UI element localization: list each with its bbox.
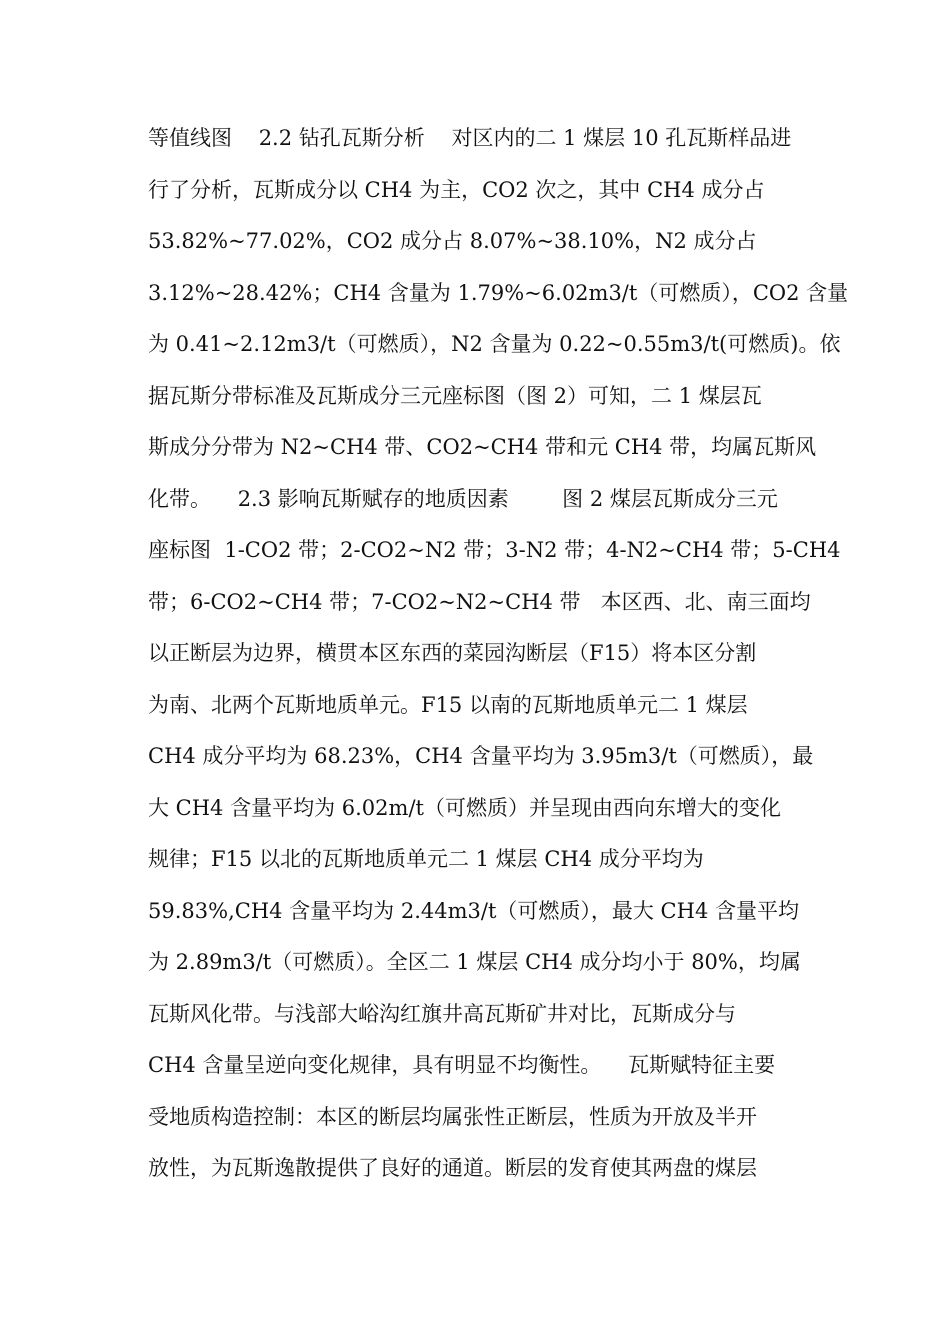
text-line-20: 受地质构造控制：本区的断层均属张性正断层，性质为开放及半开 [148, 1104, 757, 1129]
text-line-10: 带；6-CO2~CH4 带；7-CO2~N2~CH4 带 本区西、北、南三面均 [148, 589, 811, 614]
text-line-18: 瓦斯风化带。与浅部大峪沟红旗井高瓦斯矿井对比，瓦斯成分与 [148, 1001, 736, 1026]
text-line-7: 斯成分分带为 N2~CH4 带、CO2~CH4 带和元 CH4 带，均属瓦斯风 [148, 435, 817, 459]
text-line-13: CH4 成分平均为 68.23%，CH4 含量平均为 3.95m3/t（可燃质），最 [148, 744, 814, 768]
text-line-6: 据瓦斯分带标准及瓦斯成分三元座标图（图 2）可知，二 1 煤层瓦 [148, 383, 762, 408]
text-line-17: 为 2.89m3/t（可燃质）。全区二 1 煤层 CH4 成分均小于 80%，均属 [148, 950, 801, 974]
text-line-15: 规律；F15 以北的瓦斯地质单元二 1 煤层 CH4 成分平均为 [148, 847, 704, 871]
text-line-9: 座标图 1-CO2 带；2-CO2~N2 带；3-N2 带；4-N2~CH4 带；5-CH4 [148, 538, 841, 562]
text-line-12: 为南、北两个瓦斯地质单元。F15 以南的瓦斯地质单元二 1 煤层 [148, 692, 748, 717]
text-line-4: 3.12%~28.42%；CH4 含量为 1.79%~6.02m3/t（可燃质），CO2 含量 [148, 280, 849, 305]
text-line-1: 等值线图 2.2 钻孔瓦斯分析 对区内的二 1 煤层 10 孔瓦斯样品进 [148, 126, 792, 150]
text-line-8: 化带。 2.3 影响瓦斯赋存的地质因素 图 2 煤层瓦斯成分三元 [148, 486, 778, 511]
text-line-16: 59.83%,CH4 含量平均为 2.44m3/t（可燃质），最大 CH4 含量平均 [148, 898, 799, 923]
text-line-14: 大 CH4 含量平均为 6.02m/t（可燃质）并呈现由西向东增大的变化 [148, 795, 781, 820]
text-line-3: 53.82%~77.02%，CO2 成分占 8.07%~38.10%，N2 成分占 [148, 229, 757, 253]
text-line-19: CH4 含量呈逆向变化规律，具有明显不均衡性。 瓦斯赋特征主要 [148, 1053, 776, 1077]
body-text [148, 113, 849, 1195]
text-line-21: 放性，为瓦斯逸散提供了良好的通道。断层的发育使其两盘的煤层 [148, 1156, 757, 1180]
text-line-5: 为 0.41~2.12m3/t（可燃质），N2 含量为 0.22~0.55m3/t(可燃质)。依 [148, 332, 841, 356]
text-line-2: 行了分析，瓦斯成分以 CH4 为主，CO2 次之，其中 CH4 成分占 [148, 177, 765, 202]
text-line-11: 以正断层为边界，横贯本区东西的菜园沟断层（F15）将本区分割 [148, 641, 757, 665]
